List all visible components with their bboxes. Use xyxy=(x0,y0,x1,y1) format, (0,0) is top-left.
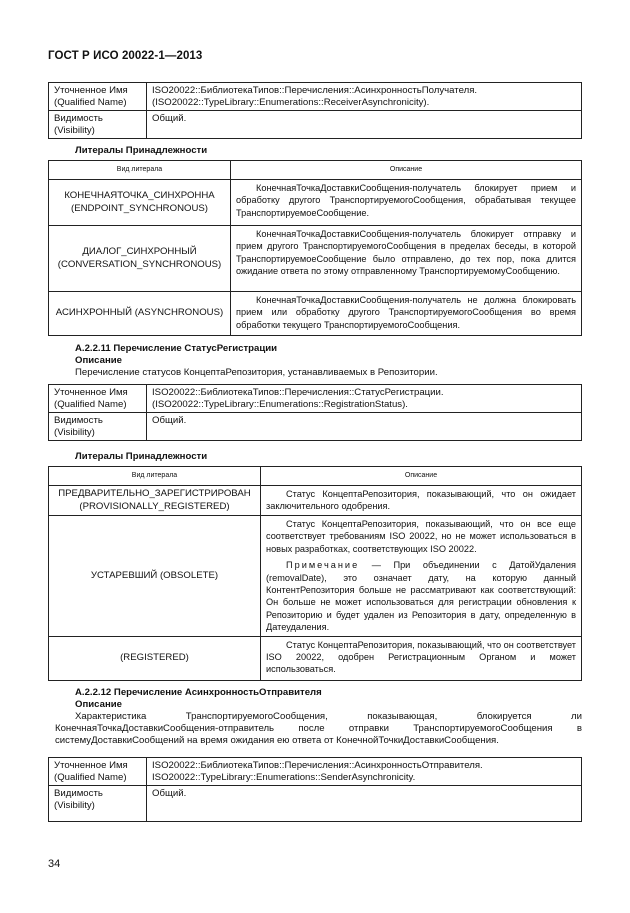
section-text: Перечисление статусов КонцептаРепозитория, устанавливаемых в Репозитории. xyxy=(75,367,438,378)
property-value: Общий. xyxy=(147,413,582,441)
literals-title: Литералы Принадлежности xyxy=(75,145,208,156)
table-row xyxy=(49,786,582,822)
table-row xyxy=(49,292,582,336)
property-value: ISO20022::БиблиотекаТипов::Перечисления::СтатусРегистрации. (ISO20022::TypeLibrary::Enumerations::RegistrationStatus). xyxy=(147,385,582,413)
property-name: Видимость (Visibility) xyxy=(49,111,147,139)
column-header-description: Описание xyxy=(261,467,582,486)
table-row xyxy=(49,385,582,413)
literals-table-registration-status xyxy=(48,466,582,681)
literal-description: КонечнаяТочкаДоставкиСообщения-получатель блокирует прием и обработку другого ТранспортируемогоСообщения, обрабатывая текущее ТранспортируемоеСообщение. xyxy=(231,180,582,226)
literal-name: АСИНХРОННЫЙ (ASYNCHRONOUS) xyxy=(49,292,231,336)
page-number: 34 xyxy=(48,858,61,870)
property-name: Уточненное Имя (Qualified Name) xyxy=(49,385,147,413)
literals-title: Литералы Принадлежности xyxy=(75,451,208,462)
property-table-receiver-asynchronicity xyxy=(48,82,582,139)
table-row xyxy=(49,758,582,786)
table-row xyxy=(49,486,582,516)
literal-name: ПРЕДВАРИТЕЛЬНО_ЗАРЕГИСТРИРОВАН (PROVISIONALLY_REGISTERED) xyxy=(49,486,261,516)
property-name: Видимость (Visibility) xyxy=(49,786,147,822)
property-value: ISO20022::БиблиотекаТипов::Перечисления::АсинхронностьПолучателя. (ISO20022::TypeLibrary::Enumerations::ReceiverAsynchronicity). xyxy=(147,83,582,111)
column-header-description: Описание xyxy=(231,161,582,180)
column-header-literal: Вид литерала xyxy=(49,467,261,486)
section-heading: А.2.2.12 Перечисление АсинхронностьОтправителя xyxy=(75,687,322,698)
property-name: Уточненное Имя (Qualified Name) xyxy=(49,758,147,786)
column-header-literal: Вид литерала xyxy=(49,161,231,180)
section-subheading: Описание xyxy=(75,699,122,710)
table-row xyxy=(49,413,582,441)
table-row xyxy=(49,180,582,226)
table-row xyxy=(49,636,582,680)
note-label: Примечание xyxy=(286,560,360,571)
table-row xyxy=(49,83,582,111)
table-row xyxy=(49,226,582,292)
section-subheading: Описание xyxy=(75,355,122,366)
property-table-sender-asynchronicity xyxy=(48,757,582,822)
literal-description xyxy=(261,516,582,637)
property-value: ISO20022::БиблиотекаТипов::Перечисления::АсинхронностьОтправителя. ISO20022::TypeLibrary::Enumerations::SenderAsynchronicity. xyxy=(147,758,582,786)
property-table-registration-status xyxy=(48,384,582,441)
literal-name: УСТАРЕВШИЙ (OBSOLETE) xyxy=(49,516,261,637)
literals-table-receiver-asynchronicity xyxy=(48,160,582,336)
note-text: — При объединении с ДатойУдаления (removalDate), это означает дату, на которую данный КонтентРепозитория больше не рассматривают как соответствующий: Он больше не может использоваться для регистрации обновления к Репозиторию и будет удален из Репозитория в дату, определенную в Датеудаления. xyxy=(266,560,576,633)
description-paragraph: Статус КонцептаРепозитория, показывающий, что он все еще соответствует требованиям ISO 20022, но не может использоваться в новых разработках, соответствующих ISO 20022. xyxy=(266,519,576,554)
note-paragraph xyxy=(266,559,576,633)
literal-description: КонечнаяТочкаДоставкиСообщения-получатель блокирует отправку и прием другого ТранспортируемогоСообщения в пределах беседы, в которой ТранспортируемоеСообщение было отправлено, до тех пор, пока длится ожидание ответа по этому отправленному ТранспортируемомуСообщению. xyxy=(231,226,582,292)
literal-description: КонечнаяТочкаДоставкиСообщения-получатель не должна блокировать прием или обработку другого ТранспортируемогоСообщения во время обработки текущего ТранспортируемогоСообщения. xyxy=(231,292,582,336)
table-header-row xyxy=(49,467,582,486)
property-name: Видимость (Visibility) xyxy=(49,413,147,441)
property-value: Общий. xyxy=(147,111,582,139)
table-row xyxy=(49,111,582,139)
property-name: Уточненное Имя (Qualified Name) xyxy=(49,83,147,111)
section-text: Характеристика ТранспортируемогоСообщения, показывающая, блокируется ли КонечнаяТочкаДоставкиСообщения-отправитель после отправки ТранспортируемогоСообщения в системуДоставкиСообщений на время ожидания ею ответа от КонечнойТочкиДоставкиСообщения. xyxy=(55,711,582,746)
table-row xyxy=(49,516,582,637)
section-heading: А.2.2.11 Перечисление СтатусРегистрации xyxy=(75,343,278,354)
literal-name: (REGISTERED) xyxy=(49,636,261,680)
literal-name: КОНЕЧНАЯТОЧКА_СИНХРОННА (ENDPOINT_SYNCHRONOUS) xyxy=(49,180,231,226)
table-header-row xyxy=(49,161,582,180)
document-header: ГОСТ Р ИСО 20022-1—2013 xyxy=(48,50,203,62)
property-value: Общий. xyxy=(147,786,582,822)
literal-description: Статус КонцептаРепозитория, показывающий, что он ожидает заключительного одобрения. xyxy=(261,486,582,516)
literal-description: Статус КонцептаРепозитория, показывающий, что он соответствует ISO 20022, одобрен Регистрационным Органом и может использоваться. xyxy=(261,636,582,680)
literal-name: ДИАЛОГ_СИНХРОННЫЙ (CONVERSATION_SYNCHRONOUS) xyxy=(49,226,231,292)
